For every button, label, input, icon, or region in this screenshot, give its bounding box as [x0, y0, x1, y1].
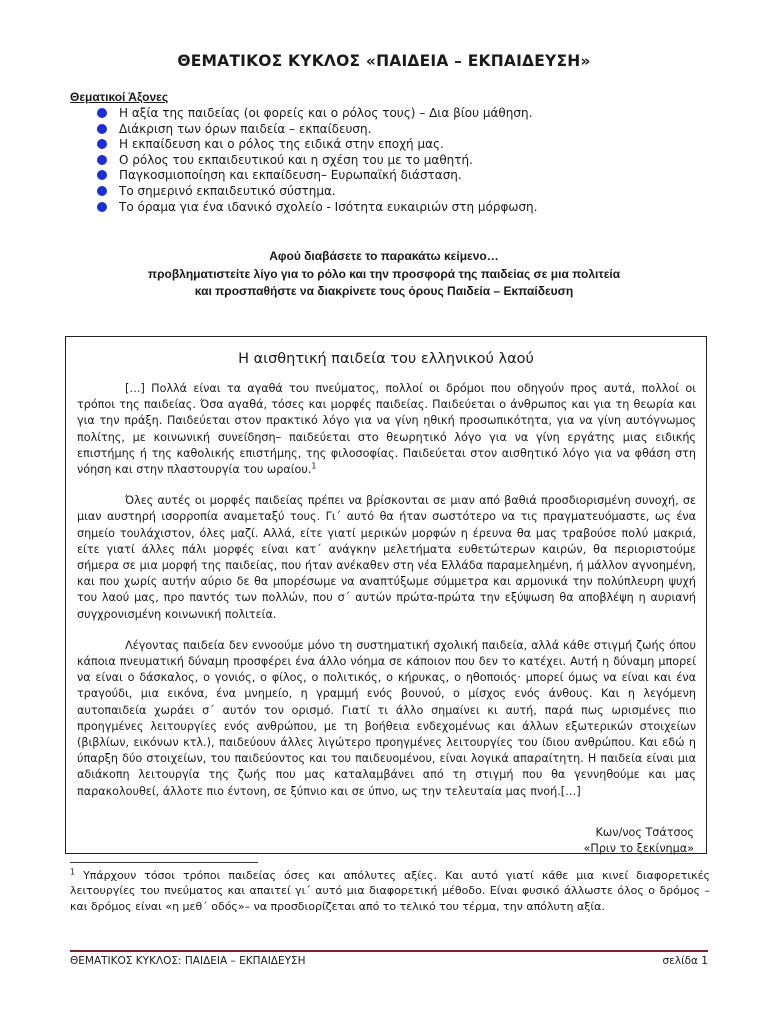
bullet-icon — [97, 155, 107, 165]
source-title: «Πριν το ξεκίνημα» — [583, 842, 694, 855]
list-item: Η εκπαίδευση και ο ρόλος της ειδικά στην εποχή μας. — [97, 137, 537, 153]
axes-list — [97, 106, 537, 215]
intro-line: και προσπαθήστε να διακρίνετε τους όρους Παιδεία – Εκπαίδευση — [194, 284, 574, 298]
bullet-icon — [97, 108, 107, 118]
bullet-icon — [97, 124, 107, 134]
bullet-icon — [97, 170, 107, 180]
list-item: Ο ρόλος του εκπαιδευτικού και η σχέση του με το μαθητή. — [97, 153, 537, 169]
footnote-ref[interactable]: 1 — [311, 461, 317, 471]
page-title: ΘΕΜΑΤΙΚΟΣ ΚΥΚΛΟΣ «ΠΑΙΔΕΙΑ – ΕΚΠΑΙΔΕΥΣΗ» — [177, 52, 591, 70]
intro-line: προβληματιστείτε λίγο για το ρόλο και την προσφορά της παιδείας σε μια πολιτεία — [147, 266, 621, 281]
bullet-icon — [97, 186, 107, 196]
essay-box — [65, 336, 707, 854]
intro-instructions — [0, 248, 768, 301]
footnote-divider — [70, 862, 258, 863]
footer-title: ΘΕΜΑΤΙΚΟΣ ΚΥΚΛΟΣ: ΠΑΙΔΕΙΑ – ΕΚΠΑΙΔΕΥΣΗ — [70, 955, 306, 967]
signature — [584, 825, 694, 857]
axes-heading: Θεματικοί Άξονες — [70, 90, 169, 104]
bullet-icon — [97, 202, 107, 212]
essay-paragraph: Λέγοντας παιδεία δεν εννοούμε μόνο τη συστηματική σχολική παιδεία, αλλά κάθε στιγμή ζωής όπου κάποια πνευματική δύναμη προσφέρει ένα άλλο νόημα σε κάποιον που δεν το κατέχει. Αυτή η δύναμη μπορεί να είναι ο δάσκαλος, ο γονιός, ο φίλος, ο πολιτικός, ο κήρυκας, ο ηθοποιός· μπορεί όμως να είναι και ένα τραγούδι, μια εικόνα, ένα μνημείο, η γραμμή ενός βουνού, ο μίσχος ενός άνθους. Και η λεγόμενη αυτοπαιδεία χωράει σ΄ αυτόν τον ορισμό. Γιατί τι άλλο σημαίνει κι αυτή, παρά πως ωρισμένες πιο προηγμένες λειτουργίες ενός ανθρώπου, με τη βοήθεια ενδεχομένως και άλλων εξωτερικών στοιχείων (βιβλίων, εικόνων κτλ.), παιδεύουν άλλες λιγώτερο προηγμένες λειτουργίες του ίδιου ανθρώπου. Και εδώ η ύπαρξη δύο στοιχείων, του παιδεύοντος και του παιδευομένου, είναι λογικά απαραίτητη. Η παιδεία είναι μια αδιάκοπη λειτουργία της ζωής που μας καταλαμβάνει από τη στιγμή που θα γεννηθούμε και μας παρακολουθεί, άλλοτε πιο έντονη, σε ξύπνιο και σε ύπνο, ως την τελευταία μας πνοή.[…] — [77, 638, 696, 798]
list-item: Παγκοσμιοποίηση και εκπαίδευση– Ευρωπαϊκή διάσταση. — [97, 168, 537, 184]
essay-paragraph: Όλες αυτές οι μορφές παιδείας πρέπει να βρίσκονται σε μιαν από βαθιά προσδιορισμένη συνοχή, σε μιαν αυστηρή ισορροπία αναμεταξύ τους. Γι΄ αυτό θα ήταν σωστότερο να τις πραγματευόμαστε, ως ένα σημείο τουλάχιστον, όλες μαζί. Αλλά, είτε γιατί μερικών μορφών η έρευνα θα μας τραβούσε πολύ μακριά, είτε γιατί άλλες πάλι μορφές είναι κατ΄ ανάγκην μελετήματα ευθετώτερων καιρών, θα περιοριστούμε σήμερα σε μια μορφή της παιδείας, που ήταν ανέκαθεν στη νέα Ελλάδα παραμελημένη, ή μάλλον αγνοημένη, και που χωρίς αυτήν αύριο δε θα μπορέσωμε να αναπτύξωμε σύμμετρα και αρμονικά την πολύπλευρη ψυχή του λαού μας, προ παντός των πολλών, που σ΄ αυτών πρώτα-πρώτα την εξύψωση θα αποβλέψη η αυριανή συγχρονισμένη κοινωνική πολιτεία. — [77, 494, 696, 621]
intro-line: Αφού διαβάσετε το παρακάτω κείμενο… — [269, 249, 499, 263]
footnote: $^1$ Υπάρχουν τόσοι τρόποι παιδείας όσες και απόλυτες αξίες. Και αυτό γιατί κάθε μια κινεί διαφορετικές λειτουργίες του πνεύματος και απαιτεί γι΄ αυτό μια διαφορετική μέθοδο. Είναι φυσικό άλλωστε όλος ο δρόμος –και δρόμος είναι «η μεθ΄ οδός»– να προσδιορίζεται από το τελικό του τέρμα, την απόλυτη αξία. — [70, 867, 710, 913]
essay-body — [77, 381, 696, 815]
essay-title: Η αισθητική παιδεία του ελληνικού λαού — [238, 351, 534, 367]
essay-paragraph: […] Πολλά είναι τα αγαθά του πνεύματος, πολλοί οι δρόμοι που οδηγούν προς αυτά, πολλοί οι τρόποι της παιδείας. Όσα αγαθά, τόσες και μορφές παιδείας. Παιδεύεται ο άνθρωπος και για τη θεωρία και για την πράξη. Παιδεύεται στον πρακτικό λόγο για να γίνη ηθική προσωπικότητα, για να γίνη αυτόγνωμος πολίτης, με κοινωνική συνείδηση– παιδεύεται στο θεωρητικό λόγο για να γίνη εργάτης μιας ειδικής επιστήμης ή της καθολικής επιστήμης, της φιλοσοφίας. Παιδεύεται στον αισθητικό λόγο για να φθάση στη νόηση και στην πλαστουργία του ωραίου.$^1$ — [77, 382, 696, 477]
footer-divider — [70, 950, 708, 952]
footnote-mark: 1 — [70, 867, 76, 877]
author-name: Κων/νος Τσάτσος — [595, 826, 694, 839]
bullet-icon — [97, 139, 107, 149]
list-item: Διάκριση των όρων παιδεία – εκπαίδευση. — [97, 122, 537, 138]
list-item: Το όραμα για ένα ιδανικό σχολείο - Ισότητα ευκαιριών στη μόρφωση. — [97, 200, 537, 216]
page-number: σελίδα 1 — [662, 955, 708, 967]
list-item: Το σημερινό εκπαιδευτικό σύστημα. — [97, 184, 537, 200]
list-item: Η αξία της παιδείας (οι φορείς και ο ρόλος τους) – Δια βίου μάθηση. — [97, 106, 537, 122]
